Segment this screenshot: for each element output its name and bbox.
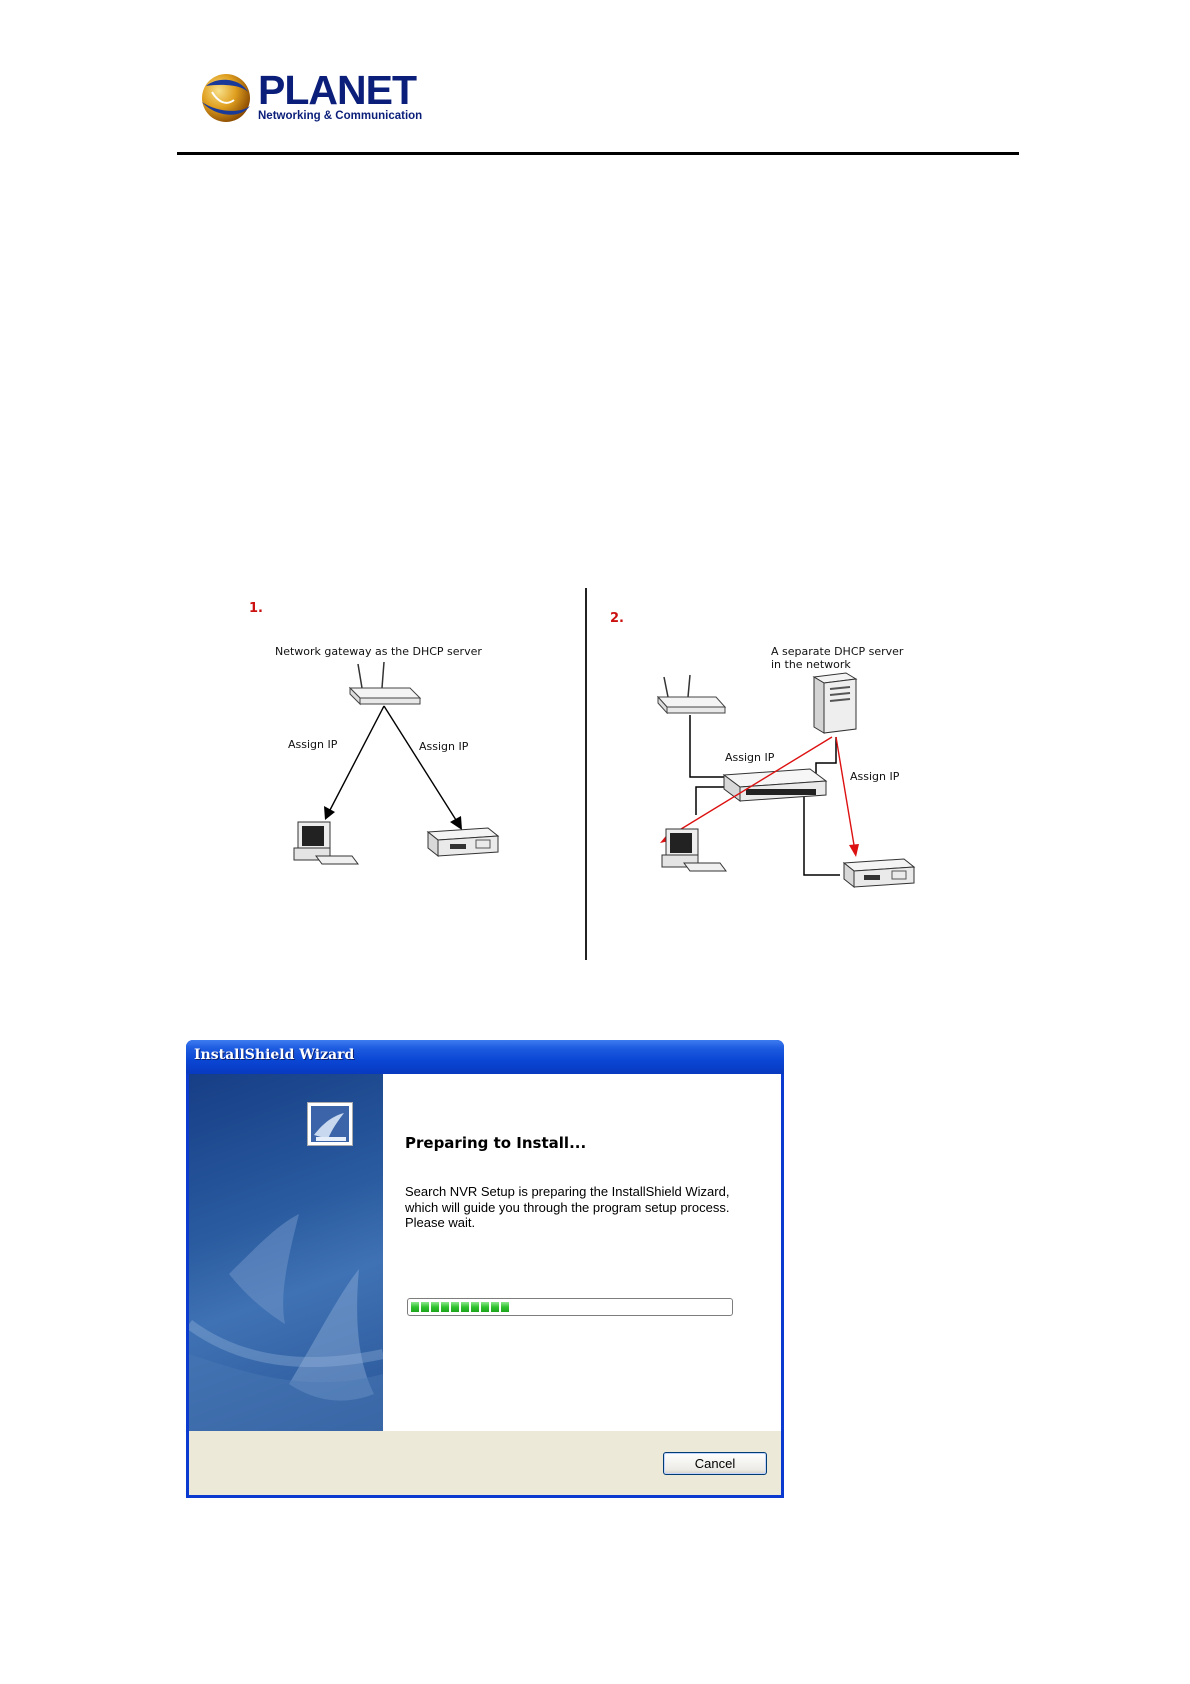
diagram1-caption: Network gateway as the DHCP server [275,645,482,658]
progress-block [501,1302,509,1312]
diagram1-graphic [280,660,510,870]
wizard-message-line: Please wait. [405,1215,476,1230]
wizard-message-line: Search NVR Setup is preparing the InstallShield Wizard, [405,1184,730,1199]
progress-fill [411,1302,729,1312]
progress-block [451,1302,459,1312]
progress-block [421,1302,429,1312]
wizard-footer [189,1431,781,1495]
progress-block [471,1302,479,1312]
diagram2-graphic [650,665,930,895]
wizard-message [405,1184,735,1231]
cancel-button[interactable]: Cancel [663,1452,767,1475]
progress-bar [407,1298,733,1316]
installshield-window [186,1040,784,1498]
nvr-device-icon [428,828,498,856]
progress-block [481,1302,489,1312]
progress-block [491,1302,499,1312]
brand-name: PLANET [258,67,416,113]
window-titlebar[interactable] [186,1040,784,1074]
router-icon [350,662,420,704]
progress-block [461,1302,469,1312]
diagram-divider [585,588,587,960]
diagram2-caption-line1: A separate DHCP server [771,645,904,658]
switch-icon [724,769,826,801]
wizard-content [189,1074,781,1431]
router-icon [658,675,725,713]
computer-icon [294,822,358,864]
brand-tagline: Networking & Communication [258,110,423,122]
wizard-heading: Preparing to Install... [405,1134,587,1152]
diagram2-right-label: Assign IP [850,770,900,783]
diagram1-number: 1. [249,601,263,616]
computer-icon [662,829,726,871]
diagram1-right-label: Assign IP [419,740,469,753]
nvr-device-icon [844,859,914,887]
progress-block [411,1302,419,1312]
window-title: InstallShield Wizard [194,1047,355,1063]
server-icon [814,673,856,733]
diagram2-left-label: Assign IP [725,751,775,764]
wizard-sidebar-banner [189,1074,383,1431]
sail-graphic [189,1074,383,1431]
diagram1-left-label: Assign IP [288,738,338,751]
diagram2-caption-line2: in the network [771,658,851,671]
progress-block [431,1302,439,1312]
diagram2-number: 2. [610,611,624,626]
installer-icon [307,1102,353,1146]
globe-icon [200,72,252,124]
wizard-message-line: which will guide you through the program setup process. [405,1199,730,1215]
header-divider [177,152,1019,155]
planet-logo [200,67,423,128]
progress-block [441,1302,449,1312]
